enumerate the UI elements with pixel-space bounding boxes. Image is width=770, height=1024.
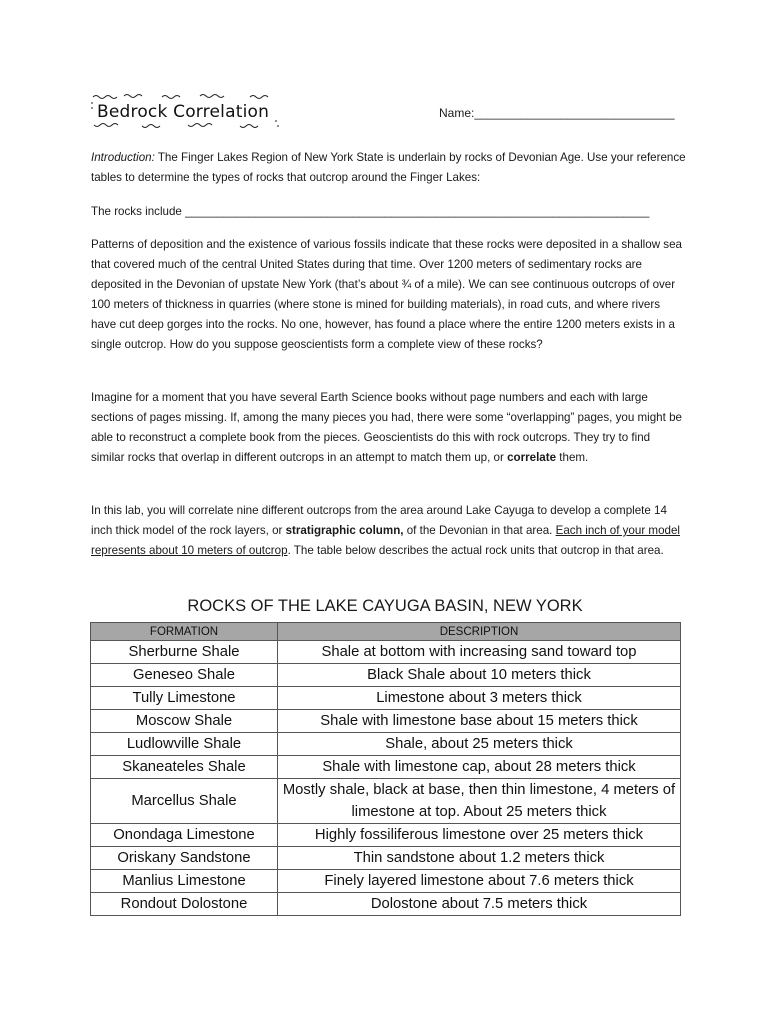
name-field: Name:______________________________ (439, 106, 675, 120)
formation-cell: Rondout Dolostone (91, 893, 278, 916)
table-row (91, 710, 681, 733)
p3-text-after: them. (556, 451, 589, 464)
table-row (91, 779, 681, 824)
description-cell: Thin sandstone about 1.2 meters thick (278, 847, 681, 870)
description-cell: Shale at bottom with increasing sand toward top (278, 641, 681, 664)
paragraph-lab-description (91, 501, 686, 561)
formation-cell: Geneseo Shale (91, 664, 278, 687)
table-row (91, 687, 681, 710)
description-cell: Shale, about 25 meters thick (278, 733, 681, 756)
intro-text: The Finger Lakes Region of New York State is underlain by rocks of Devonian Age. Use your reference tables to determine the types of rocks that outcrop around the Finger Lakes: (91, 151, 686, 184)
description-cell: Mostly shale, black at base, then thin limestone, 4 meters of limestone at top. About 25 meters thick (278, 779, 681, 824)
description-cell: Black Shale about 10 meters thick (278, 664, 681, 687)
paragraph-book-analogy (91, 388, 686, 468)
p3-text-before: Imagine for a moment that you have several Earth Science books without page numbers and each with large sections of pages missing. If, among the many pieces you had, there were some “overlapping” pages, you might be able to reconstruct a complete book from the pieces. Geoscientists do this with rock outcrops. They try to find similar rocks that overlap in different outcrops in an attempt to match them up, or (91, 391, 682, 464)
formation-cell: Tully Limestone (91, 687, 278, 710)
formation-cell: Skaneateles Shale (91, 756, 278, 779)
description-cell: Highly fossiliferous limestone over 25 meters thick (278, 824, 681, 847)
description-cell: Finely layered limestone about 7.6 meters thick (278, 870, 681, 893)
stratigraphic-column-term: stratigraphic column, (285, 524, 404, 537)
formation-cell: Sherburne Shale (91, 641, 278, 664)
table-row (91, 756, 681, 779)
rocks-table (90, 622, 681, 916)
formation-cell: Manlius Limestone (91, 870, 278, 893)
paragraph-deposition: Patterns of deposition and the existence of various fossils indicate that these rocks were deposited in a shallow sea that covered much of the central United States during that time. Over 1200 meters of sedimentary rocks are deposited in the Devonian of upstate New York (that’s about ¾ of a mile). We can see continuous outcrops of over 100 meters of thickness in quarries (where stone is mined for building materials), in road cuts, and where rivers have cut deep gorges into the rocks. No one, however, has found a place where the entire 1200 meters exists in a single outcrop. How do you suppose geoscientists form a complete view of these rocks? (91, 238, 682, 351)
formation-cell: Ludlowville Shale (91, 733, 278, 756)
table-row (91, 824, 681, 847)
page-title: Bedrock Correlation (97, 102, 270, 122)
description-cell: Dolostone about 7.5 meters thick (278, 893, 681, 916)
formation-cell: Marcellus Shale (91, 779, 278, 824)
p4-text-2: of the Devonian in that area. (403, 524, 556, 537)
table-row (91, 664, 681, 687)
header-formation: FORMATION (91, 623, 278, 641)
header-description: DESCRIPTION (278, 623, 681, 641)
formation-cell: Oriskany Sandstone (91, 847, 278, 870)
table-row (91, 893, 681, 916)
scale-note: Each inch of your model represents about 10 meters of outcrop (91, 524, 680, 557)
intro-paragraph (91, 148, 686, 188)
formation-cell: Onondaga Limestone (91, 824, 278, 847)
table-row (91, 847, 681, 870)
description-cell: Shale with limestone base about 15 meters thick (278, 710, 681, 733)
table-header-row (91, 623, 681, 641)
p4-text-1: In this lab, you will correlate nine different outcrops from the area around Lake Cayuga to develop a complete 14 inch thick model of the rock layers, or (91, 504, 667, 537)
table-row (91, 733, 681, 756)
correlate-term: correlate (507, 451, 557, 464)
table-row (91, 870, 681, 893)
intro-label: Introduction: (91, 151, 155, 164)
p4-text-3: . The table below describes the actual rock units that outcrop in that area. (287, 544, 664, 557)
rocks-include-line: The rocks include ________________________________________________________________________ (91, 205, 650, 218)
formation-cell: Moscow Shale (91, 710, 278, 733)
table-row (91, 641, 681, 664)
description-cell: Shale with limestone cap, about 28 meters thick (278, 756, 681, 779)
table-title: ROCKS OF THE LAKE CAYUGA BASIN, NEW YORK (187, 597, 583, 615)
description-cell: Limestone about 3 meters thick (278, 687, 681, 710)
title-block (90, 92, 282, 132)
